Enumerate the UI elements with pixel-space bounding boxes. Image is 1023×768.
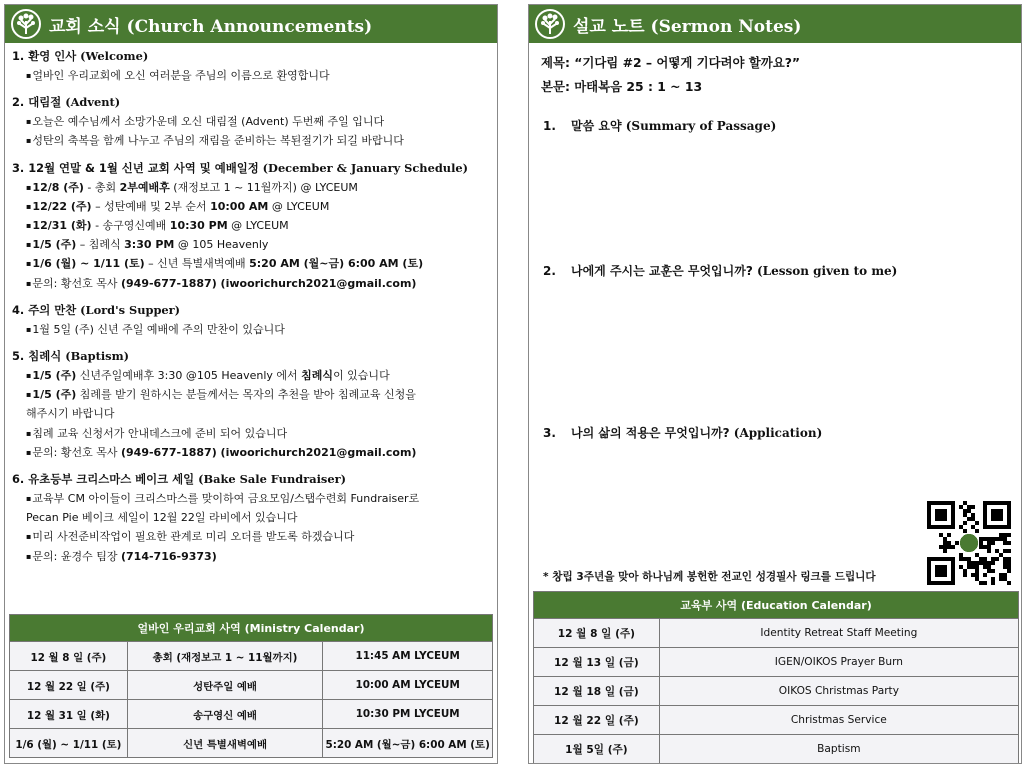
bullet-item: ▪ 문의: 윤경수 팀장 (714-716-9373) — [12, 547, 497, 566]
section-title: 3. 12월 연말 & 1월 신년 교회 사역 및 예배일정 (December & January Schedule) — [12, 160, 469, 175]
announcement-section — [12, 347, 497, 462]
bullet-item: ▪ 교육부 CM 아이들이 크리스마스를 맞이하여 금요모임/스탭수련회 Fundraiser로 — [12, 489, 497, 508]
announcement-section — [12, 159, 497, 293]
table-cell: 총회 (재정보고 1 ~ 11월까지) — [127, 642, 323, 671]
announcement-section — [12, 301, 497, 339]
table-cell: 1월 5일 (주) — [534, 735, 660, 764]
announcement-section — [12, 93, 497, 150]
table-row — [534, 619, 1019, 648]
table-cell: 12 월 31 일 (화) — [10, 700, 128, 729]
church-tree-logo-icon — [535, 9, 565, 39]
ministry-calendar-header: 얼바인 우리교회 사역 (Ministry Calendar) — [10, 615, 493, 642]
education-calendar-header: 교육부 사역 (Education Calendar) — [534, 592, 1019, 619]
bullet-item: ▪ 얼바인 우리교회에 오신 여러분을 주님의 이름으로 환영합니다 — [12, 66, 497, 85]
table-row — [10, 642, 493, 671]
table-cell: 12 월 22 일 (주) — [10, 671, 128, 700]
table-cell: IGEN/OIKOS Prayer Burn — [659, 648, 1018, 677]
sermon-subject: 제목: “기다림 #2 – 어떻게 기다려야 할까요?” — [541, 55, 801, 70]
table-row — [534, 706, 1019, 735]
announcement-sections — [5, 43, 497, 566]
section-title: 5. 침례식 (Baptism) — [12, 349, 130, 364]
table-cell: 12 월 8 일 (주) — [534, 619, 660, 648]
table-cell: 송구영신 예배 — [127, 700, 323, 729]
sermon-passage: 본문: 마태복음 25 : 1 ~ 13 — [541, 79, 703, 94]
table-cell: 5:20 AM (월~금) 6:00 AM (토) — [323, 729, 493, 758]
church-tree-logo-icon — [11, 9, 41, 39]
table-cell: 12 월 13 일 (금) — [534, 648, 660, 677]
bullet-item: ▪ 12/31 (화) - 송구영신예배 10:30 PM @ LYCEUM — [12, 216, 497, 235]
question-application: 3. 나의 삶의 적용은 무엇입니까? (Application) — [543, 426, 823, 440]
question-summary: 1. 말씀 요약 (Summary of Passage) — [543, 119, 777, 133]
bullet-item: ▪ 12/22 (주) – 성탄예배 및 2부 순서 10:00 AM @ LYCEUM — [12, 197, 497, 216]
table-cell: 11:45 AM LYCEUM — [323, 642, 493, 671]
section-title: 1. 환영 인사 (Welcome) — [12, 49, 149, 63]
sermon-notes-panel — [528, 4, 1022, 764]
table-cell: OIKOS Christmas Party — [659, 677, 1018, 706]
announcement-section — [12, 47, 497, 85]
question-lesson: 2. 나에게 주시는 교훈은 무엇입니까? (Lesson given to me) — [543, 264, 898, 278]
table-row — [534, 677, 1019, 706]
announcements-title: 교회 소식 (Church Announcements) — [49, 16, 373, 37]
bullet-item: ▪ 1/5 (주) – 침례식 3:30 PM @ 105 Heavenly — [12, 235, 497, 254]
table-row — [534, 648, 1019, 677]
bullet-item: ▪ 1/5 (주) 신년주일예배후 3:30 @105 Heavenly 에서 침례식이 있습니다 — [12, 366, 497, 385]
announcements-panel — [4, 4, 498, 764]
table-cell: 12 월 8 일 (주) — [10, 642, 128, 671]
sermon-notes-banner — [529, 5, 1021, 43]
table-cell: 성탄주일 예배 — [127, 671, 323, 700]
bullet-item: ▪ 문의: 황선호 목사 (949-677-1887) (iwoorichurch2021@gmail.com) — [12, 274, 497, 293]
bullet-item: ▪ 1월 5일 (주) 신년 주일 예배에 주의 만찬이 있습니다 — [12, 320, 497, 339]
table-cell: 1/6 (월) ~ 1/11 (토) — [10, 729, 128, 758]
table-cell: 12 월 22 일 (주) — [534, 706, 660, 735]
section-title: 2. 대림절 (Advent) — [12, 95, 121, 110]
bullet-item: ▪ 1/6 (월) ~ 1/11 (토) – 신년 특별새벽예배 5:20 AM (월~금) 6:00 AM (토) — [12, 254, 497, 273]
section-title: 4. 주의 만찬 (Lord's Supper) — [12, 302, 181, 317]
table-cell: Baptism — [659, 735, 1018, 764]
section-title: 6. 유초등부 크리스마스 베이크 세일 (Bake Sale Fundraiser) — [12, 472, 346, 487]
table-cell: Identity Retreat Staff Meeting — [659, 619, 1018, 648]
sermon-notes-title: 설교 노트 (Sermon Notes) — [573, 16, 802, 37]
ministry-calendar-table — [9, 614, 493, 758]
table-cell: Christmas Service — [659, 706, 1018, 735]
table-cell: 12 월 18 일 (금) — [534, 677, 660, 706]
table-cell: 신년 특별새벽예배 — [127, 729, 323, 758]
table-row — [534, 735, 1019, 764]
bullet-item: ▪ 문의: 황선호 목사 (949-677-1887) (iwoorichurch2021@gmail.com) — [12, 443, 497, 462]
bible-copy-link-note: * 창립 3주년을 맞아 하나님께 봉헌한 전교인 성경필사 링크를 드립니다 — [543, 571, 876, 583]
announcements-banner — [5, 5, 497, 43]
bullet-item: ▪ 침례 교육 신청서가 안내데스크에 준비 되어 있습니다 — [12, 424, 497, 443]
announcement-section — [12, 470, 497, 566]
bullet-item: ▪ 12/8 (주) - 총회 2부예배후 (재정보고 1 ~ 11월까지) @ LYCEUM — [12, 178, 497, 197]
table-row — [10, 729, 493, 758]
bullet-continuation: 해주시기 바랍니다 — [26, 407, 115, 421]
qr-code-icon[interactable] — [927, 501, 1011, 585]
bullet-item: ▪ 성탄의 축복을 함께 나누고 주님의 재림을 준비하는 복된절기가 되길 바랍니다 — [12, 131, 497, 150]
table-cell: 10:30 PM LYCEUM — [323, 700, 493, 729]
education-calendar-table — [533, 591, 1019, 764]
bullet-item: ▪ 1/5 (주) 침례를 받기 원하시는 분들께서는 목자의 추천을 받아 침례교육 신청을 — [12, 385, 497, 404]
bullet-continuation: Pecan Pie 베이크 세일이 12월 22일 라비에서 있습니다 — [26, 511, 298, 525]
table-row — [10, 700, 493, 729]
bullet-item: ▪ 오늘은 예수님께서 소망가운데 오신 대림절 (Advent) 두번째 주일 입니다 — [12, 112, 497, 131]
table-row — [10, 671, 493, 700]
bullet-item: ▪ 미리 사전준비작업이 필요한 관계로 미리 오더를 받도록 하겠습니다 — [12, 527, 497, 546]
table-cell: 10:00 AM LYCEUM — [323, 671, 493, 700]
